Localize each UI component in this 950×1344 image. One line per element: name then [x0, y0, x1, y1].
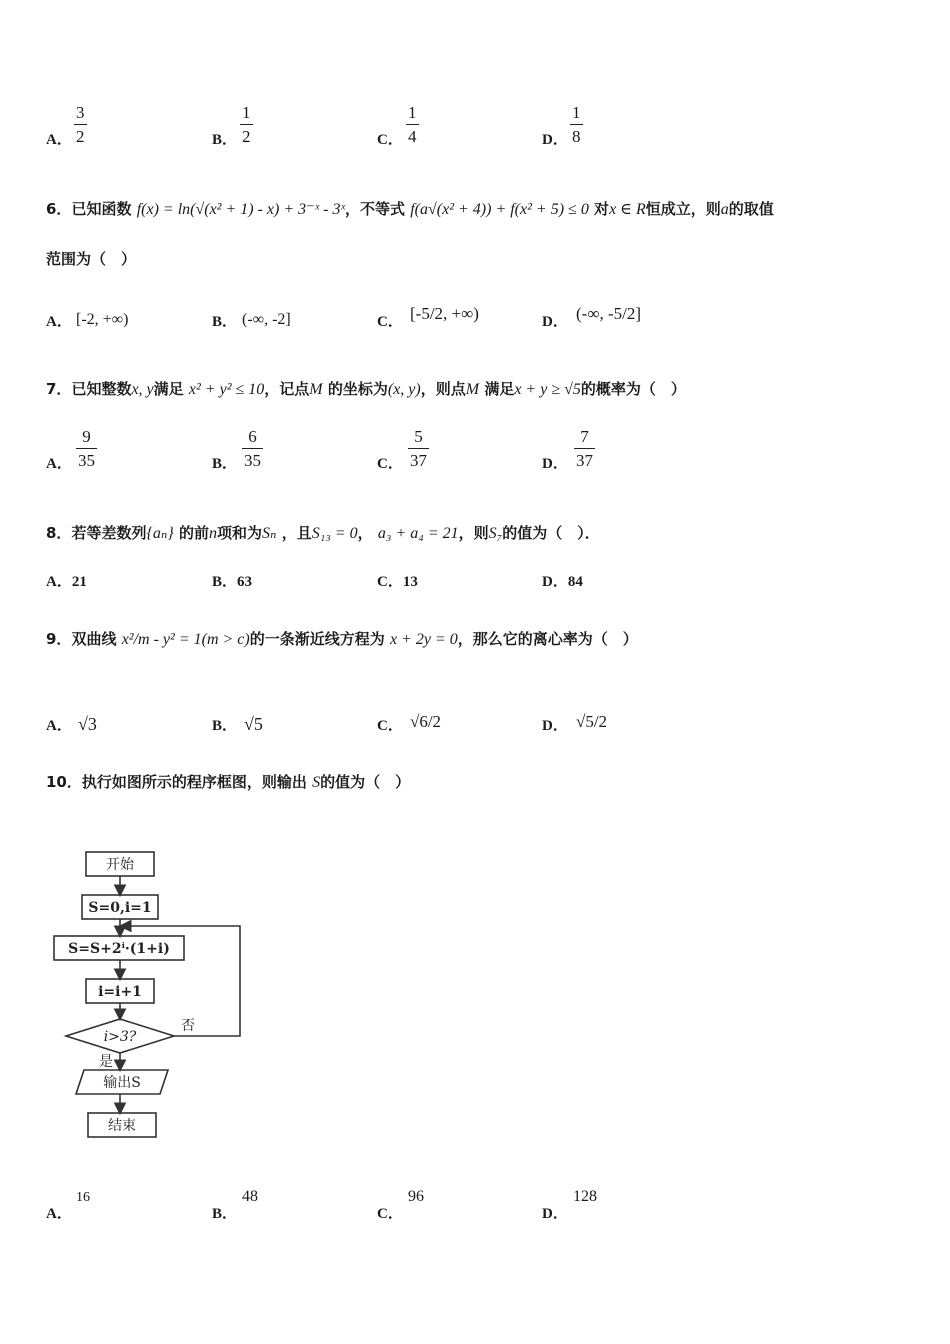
flow-end-label: 结束 — [108, 1118, 136, 1134]
q9-option-a-label: A． — [46, 718, 72, 734]
q5-option-c-label: C． — [377, 132, 403, 148]
q9-asymptote: x + 2y = 0 — [389, 631, 458, 648]
q8-option-a: A．21 — [46, 574, 87, 590]
q8-option-d: D．84 — [542, 574, 583, 590]
q7-option-a-fraction: $\frac{9}{35}$ — [78, 427, 95, 470]
q7-option-c-fraction: $\frac{5}{37}$ — [410, 427, 427, 470]
q5-option-d-label: D． — [542, 132, 568, 148]
q7-option-d-label: D． — [542, 456, 568, 472]
q10-option-b-label: B． — [212, 1206, 238, 1222]
q6-option-d-label: D． — [542, 314, 568, 330]
q7-option-b-fraction: $\frac{6}{35}$ — [244, 427, 261, 470]
q8-number: 8． — [46, 524, 72, 542]
q10-option-c-value: 96 — [408, 1188, 424, 1205]
flowchart — [44, 842, 254, 1152]
flow-decision-label: i>3? — [103, 1029, 137, 1045]
q5-option-c-fraction: $\frac{1}{4}$ — [408, 103, 417, 146]
q10-option-a-value: 16 — [76, 1190, 90, 1205]
q10-option-b-value: 48 — [242, 1188, 258, 1205]
flow-increment-label: i=i+1 — [98, 984, 142, 1000]
q10-option-c-label: C． — [377, 1206, 403, 1222]
q7-option-a-label: A． — [46, 456, 72, 472]
q6-option-b-label: B． — [212, 314, 238, 330]
q9-option-b-value: √5 — [244, 714, 263, 734]
q6-stem-line1: 6．已知函数 f(x) = ln(√(x² + 1) - x) + 3⁻ˣ - 3ˣ，不等式 f(a√(x² + 4)) + f(x² + 5) ≤ 0 对x ∈ R恒成立，则a的取值 — [46, 200, 774, 218]
q5-option-d-fraction: $\frac{1}{8}$ — [572, 103, 581, 146]
q6-option-c-label: C． — [377, 314, 403, 330]
q7-condition: x² + y² ≤ 10 — [188, 381, 265, 398]
q6-variable: a — [720, 201, 729, 218]
q7-option-c-label: C． — [377, 456, 403, 472]
q6-option-b-value: (-∞, -2] — [242, 311, 291, 328]
q6-option-a-label: A． — [46, 314, 72, 330]
q10-option-d-value: 128 — [573, 1188, 597, 1205]
flow-update-label: S=S+2ⁱ·(1+i) — [68, 941, 170, 957]
flow-no-label: 否 — [181, 1018, 195, 1034]
q10-stem: 10．执行如图所示的程序框图，则输出 S的值为（ ） — [46, 773, 411, 791]
flow-yes-label: 是 — [99, 1054, 113, 1070]
q10-option-d-label: D． — [542, 1206, 568, 1222]
q7-condition-2: x + y ≥ √5 — [514, 381, 581, 398]
q5-option-b-label: B． — [212, 132, 238, 148]
q9-option-c-label: C． — [377, 718, 403, 734]
q9-option-c-value: √6/2 — [410, 712, 442, 731]
q7-number: 7． — [46, 380, 72, 398]
q6-domain: x ∈ R — [609, 201, 646, 218]
q8-option-b: B．63 — [212, 574, 253, 590]
q6-option-c-value: [-5/2, +∞) — [410, 304, 479, 323]
q6-option-a-value: [-2, +∞) — [76, 311, 129, 328]
q7-stem: 7．已知整数x, y满足 x² + y² ≤ 10，记点M 的坐标为(x, y)，则点M 满足x + y ≥ √5的概率为（ ） — [46, 380, 686, 398]
q7-option-d-fraction: $\frac{7}{37}$ — [576, 427, 593, 470]
q6-stem-line2: 范围为（ ） — [46, 250, 137, 268]
q8-option-c: C．13 — [377, 574, 418, 590]
q6-option-d-value: (-∞, -5/2] — [576, 304, 641, 323]
q5-option-a-fraction: $\frac{3}{2}$ — [76, 103, 85, 146]
q6-inequality: f(a√(x² + 4)) + f(x² + 5) ≤ 0 — [410, 201, 589, 218]
q9-number: 9． — [46, 630, 72, 648]
q7-option-b-label: B． — [212, 456, 238, 472]
q6-number: 6． — [46, 200, 72, 218]
q9-stem: 9．双曲线 x²/m - y² = 1(m > c)的一条渐近线方程为 x + 2y = 0，那么它的离心率为（ ） — [46, 630, 638, 648]
q8-stem: 8．若等差数列{aₙ} 的前n项和为Sₙ ，且S₁₃ = 0， a₃ + a₄ = 21，则S₇的值为（ ）． — [46, 524, 600, 542]
q9-option-a-value: √3 — [78, 714, 97, 734]
q10-number: 10． — [46, 773, 82, 791]
q10-option-a-label: A． — [46, 1206, 72, 1222]
q5-option-a-label: A． — [46, 132, 72, 148]
flow-output-label: 输出S — [103, 1075, 141, 1091]
q5-option-b-fraction: $\frac{1}{2}$ — [242, 103, 251, 146]
q9-hyperbola: x²/m - y² = 1(m > c) — [121, 631, 250, 648]
flow-start-label: 开始 — [106, 857, 134, 873]
flow-init-label: S=0,i=1 — [88, 900, 152, 916]
q9-option-b-label: B． — [212, 718, 238, 734]
q6-function: f(x) = ln(√(x² + 1) - x) + 3⁻ˣ - 3ˣ — [136, 201, 345, 218]
q9-option-d-value: √5/2 — [576, 712, 608, 731]
q9-option-d-label: D． — [542, 718, 568, 734]
